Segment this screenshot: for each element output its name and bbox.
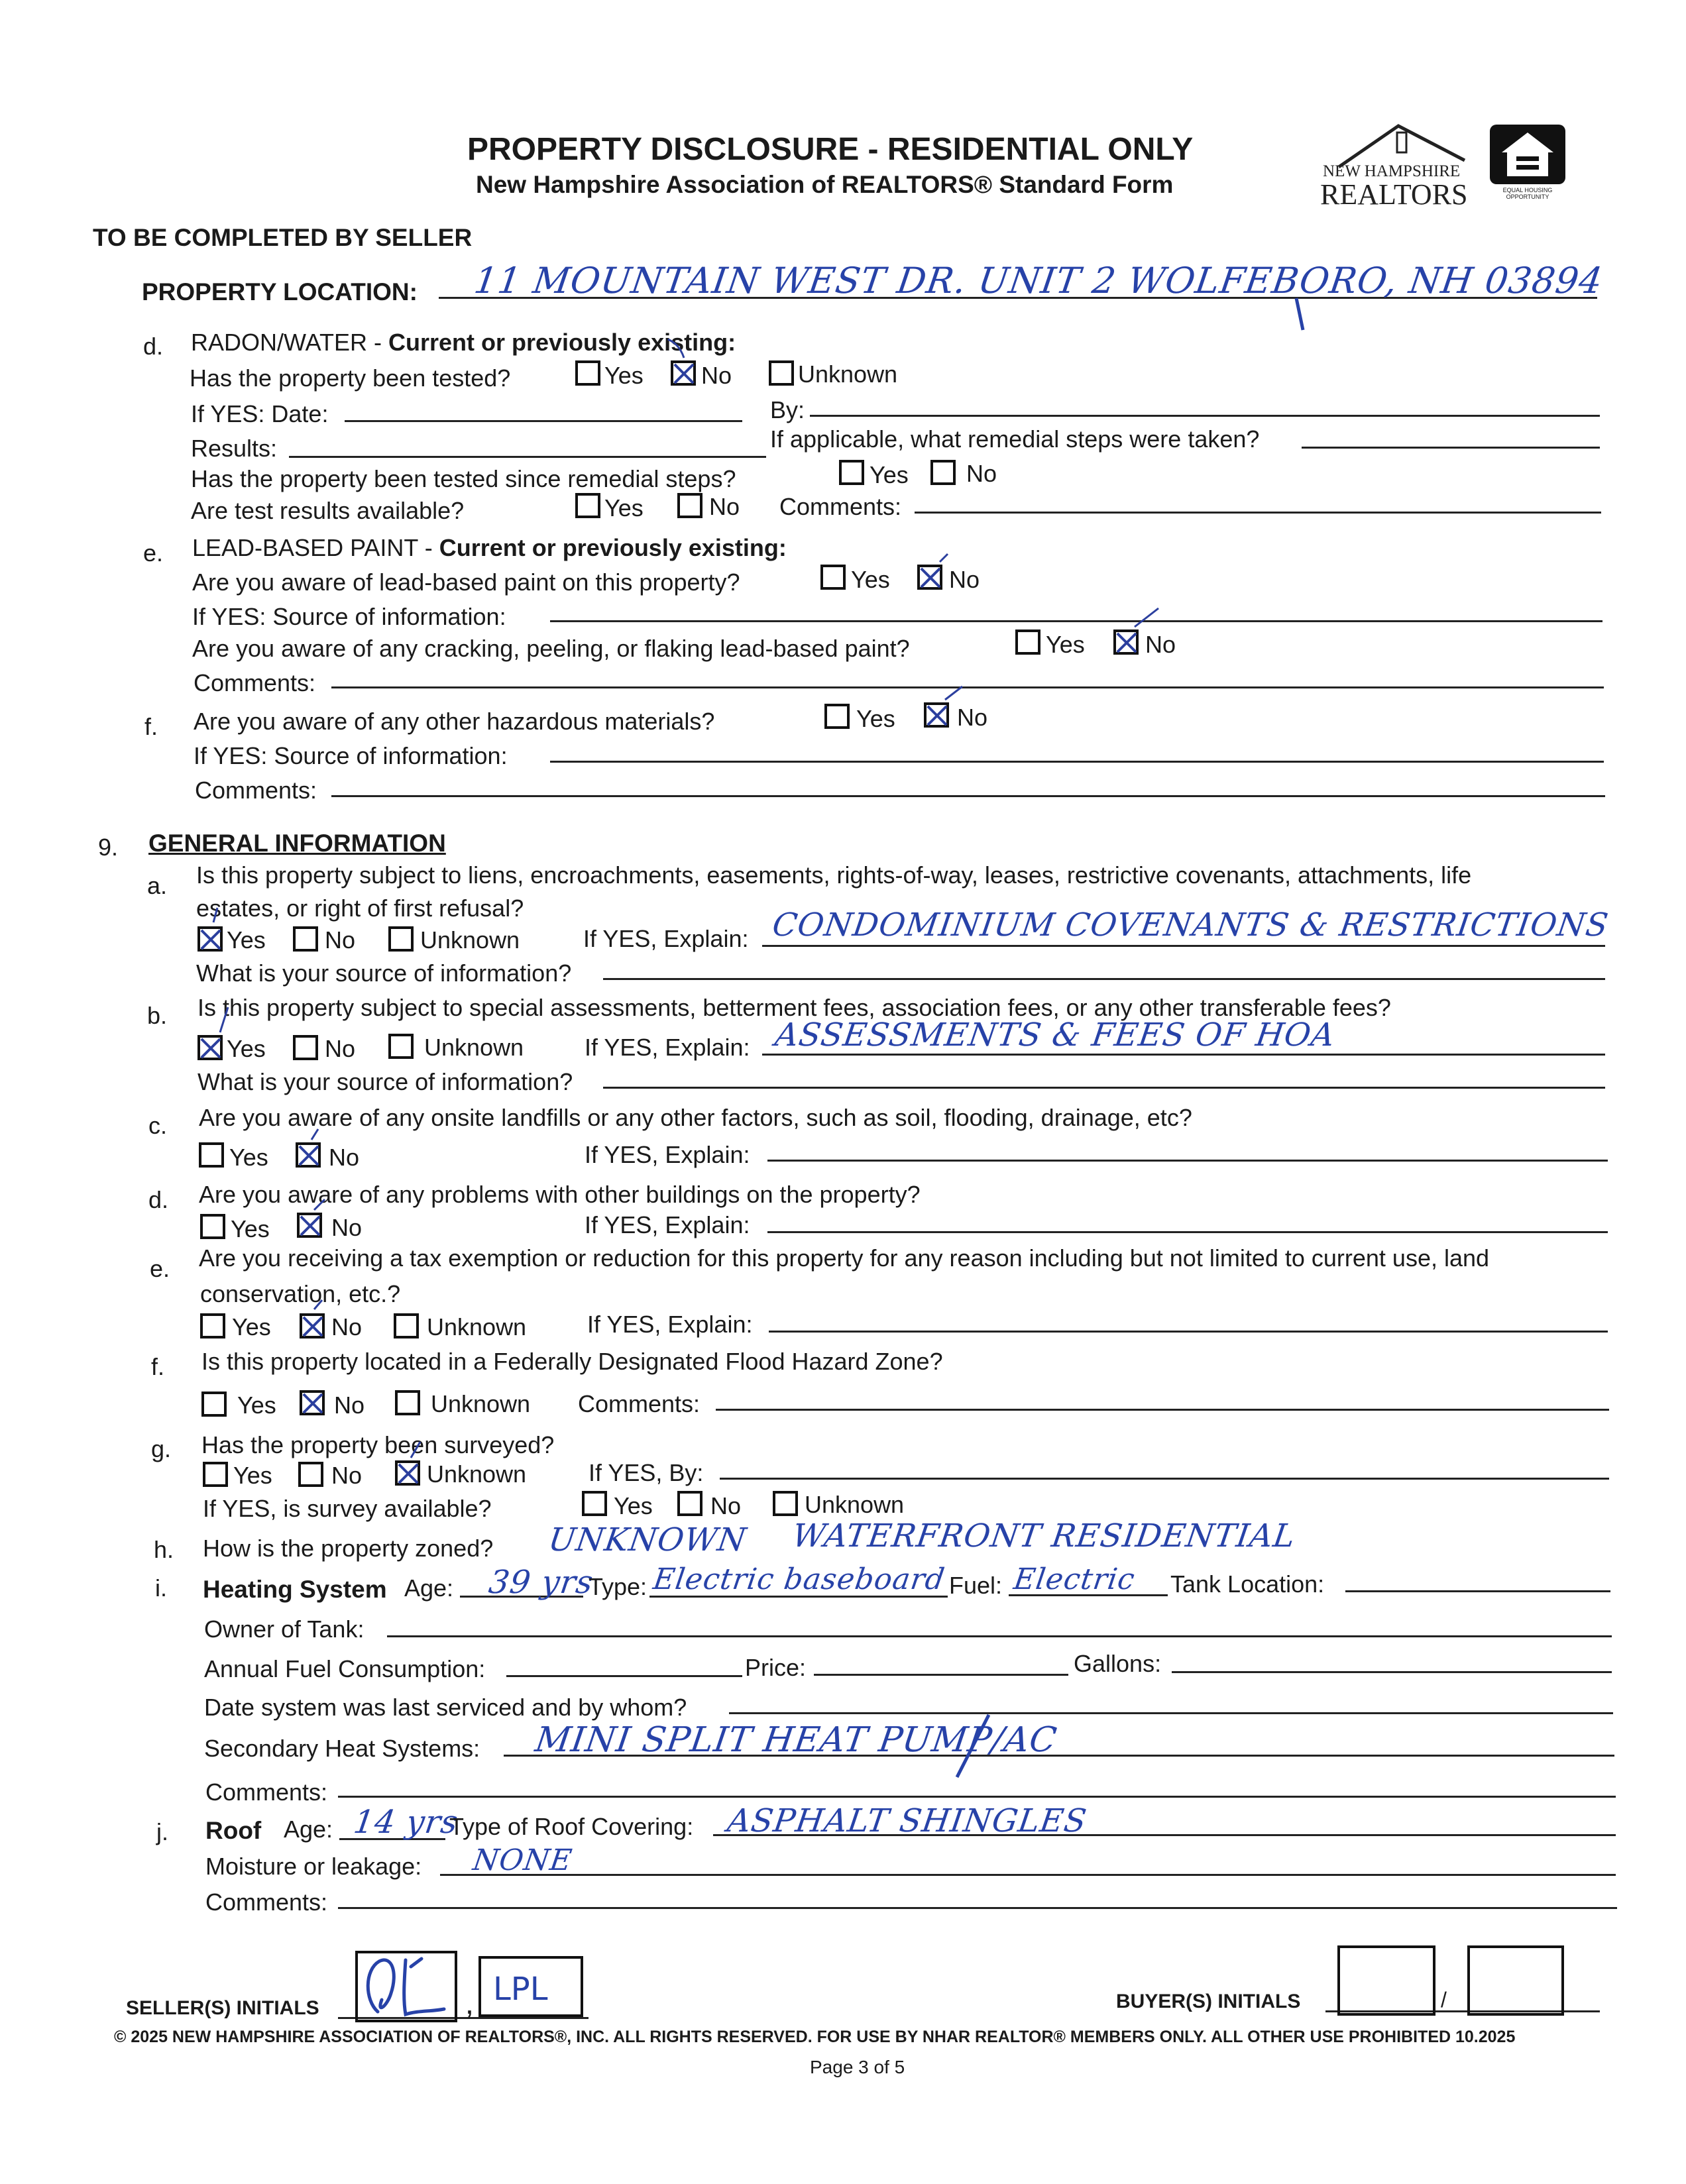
gen-f-question: Is this property located in a Federally Designated Flood Hazard Zone? [201,1348,943,1375]
gen-b-source-line[interactable] [603,1087,1605,1089]
roof-moisture-value[interactable]: NONE [471,1843,575,1877]
radon-tested-question: Has the property been tested? [190,364,511,392]
radon-available-yes-label: Yes [604,494,644,521]
buyer-initials-label: BUYER(S) INITIALS [1116,1991,1301,2012]
initials-separator: , [467,1994,473,2018]
gen-b-yes-label: Yes [227,1035,266,1062]
gen-b-unknown-checkbox[interactable] [388,1034,414,1059]
page-number: Page 3 of 5 [810,2057,905,2077]
gen-e-explain-label: If YES, Explain: [587,1311,753,1338]
heating-comments-label: Comments: [205,1778,328,1806]
heating-price-label: Price: [745,1654,807,1681]
gen-g-by-label: If YES, By: [589,1459,704,1486]
radon-by-line[interactable] [810,415,1600,417]
logo-bottom-text: REALTORS [1320,178,1468,211]
gen-c-explain-label: If YES, Explain: [585,1141,750,1168]
gen-c-yes-checkbox[interactable] [199,1142,224,1168]
form-subtitle: New Hampshire Association of REALTORS® Standard Form [476,171,1174,198]
buyer-initial-box-2[interactable] [1467,1945,1564,2016]
form-title: PROPERTY DISCLOSURE - RESIDENTIAL ONLY [467,132,1194,167]
lead-aware-yes-label: Yes [851,566,890,593]
gen-g-unknown-label: Unknown [427,1460,527,1488]
heating-type-value[interactable]: Electric baseboard [651,1562,947,1596]
radon-by-label: By: [770,396,805,423]
gen-c-no-checkbox[interactable] [296,1142,321,1168]
seller-initial-box-2[interactable] [478,1956,583,2017]
radon-heading-bold: Current or previously existing: [388,329,736,356]
gen-g-available-yes-label: Yes [614,1492,653,1519]
radon-tested-no-checkbox[interactable] [671,360,696,386]
gen-f-unknown-label: Unknown [431,1390,531,1417]
gen-f-no-checkbox[interactable] [300,1390,325,1415]
radon-date-line[interactable] [345,420,742,422]
gen-e-yes-checkbox[interactable] [200,1313,225,1338]
gen-b-no-label: No [325,1035,356,1062]
seller-initial-2-text: LPL [493,1971,548,2008]
lead-source-label: If YES: Source of information: [192,603,506,630]
hazard-no-checkbox[interactable] [924,702,949,728]
lead-aware-question: Are you aware of lead-based paint on this property? [192,569,740,596]
gen-a-explain-label: If YES, Explain: [583,925,749,952]
radon-since-yes-label: Yes [870,461,909,488]
gen-g-by-line[interactable] [720,1478,1609,1480]
gen-g-available-question: If YES, is survey available? [203,1495,492,1522]
gen-h-letter: h. [154,1536,174,1563]
hazard-yes-label: Yes [856,705,895,732]
copyright-notice: © 2025 NEW HAMPSHIRE ASSOCIATION OF REALTORS®, INC. ALL RIGHTS RESERVED. FOR USE BY NHAR REALTOR® MEMBERS ONLY. ALL OTHER USE PROHIBITED 10.2025 [114,2028,1516,2046]
radon-comments-label: Comments: [779,493,902,520]
radon-tested-since-question: Has the property been tested since remedial steps? [191,465,736,492]
ink-tick-hazard [945,686,962,700]
to-be-completed: TO BE COMPLETED BY SELLER [93,224,473,251]
gen-a-unknown-label: Unknown [420,926,520,954]
gen-b-explain-value[interactable]: ASSESSMENTS & FEES OF HOA [773,1016,1338,1054]
ink-tick-lead [940,554,948,562]
gen-f-comments-label: Comments: [578,1390,701,1417]
roof-moisture-line[interactable] [440,1874,1616,1876]
gen-g-available-unknown-label: Unknown [805,1491,905,1518]
gen-g-yes-checkbox[interactable] [203,1462,228,1487]
logo-top-text: NEW HAMPSHIRE [1323,162,1461,180]
gen-c-explain-line[interactable] [767,1160,1608,1162]
lead-comments-label: Comments: [194,669,316,696]
gen-e-unknown-checkbox[interactable] [394,1313,419,1338]
radon-remedial-line[interactable] [1302,447,1600,449]
gen-c-letter: c. [148,1112,168,1139]
heating-annual-fuel-line[interactable] [506,1675,742,1677]
radon-since-no-checkbox[interactable] [930,460,956,485]
hazard-source-label: If YES: Source of information: [194,742,508,769]
roof-age-value[interactable]: 14 yrs [351,1804,461,1841]
gen-d-explain-line[interactable] [767,1231,1608,1233]
roof-age-label: Age: [284,1816,333,1843]
property-location-value[interactable]: 11 MOUNTAIN WEST DR. UNIT 2 WOLFEBORO, NH 03894 [471,260,1606,301]
buyer-initials-separator: / [1441,1988,1447,2012]
gen-d-no-checkbox[interactable] [297,1213,322,1238]
gen-a-question-1: Is this property subject to liens, encroachments, easements, rights-of-way, leases, restrictive covenants, attachments, life [196,861,1472,889]
gen-c-no-label: No [329,1144,360,1171]
gen-g-question: Has the property been surveyed? [201,1431,555,1458]
radon-comments-line[interactable] [915,512,1601,514]
heating-type-label: Type: [589,1573,647,1600]
hazard-question: Are you aware of any other hazardous materials? [194,708,715,735]
gen-d-yes-label: Yes [231,1215,270,1242]
gen-i-letter: i. [155,1574,167,1602]
gen-a-unknown-checkbox[interactable] [388,926,414,952]
gen-f-letter: f. [151,1353,165,1380]
gen-d-letter: d. [148,1186,169,1213]
heating-tank-location-line[interactable] [1345,1590,1610,1592]
hazard-comments-label: Comments: [195,777,317,804]
lead-cracking-yes-label: Yes [1046,631,1085,658]
gen-a-yes-label: Yes [227,926,266,954]
gen-f-comments-line[interactable] [716,1409,1609,1411]
lead-cracking-yes-checkbox[interactable] [1015,629,1040,655]
gen-g-available-no-label: No [710,1492,742,1519]
heating-secondary-value[interactable]: MINI SPLIT HEAT PUMP/AC [532,1720,1060,1760]
lead-cracking-question: Are you aware of any cracking, peeling, or flaking lead-based paint? [192,635,910,662]
roof-comments-line[interactable] [338,1907,1617,1909]
heating-age-label: Age: [404,1574,454,1602]
heating-owner-tank-line[interactable] [387,1635,1612,1637]
hazard-source-line[interactable] [550,761,1604,763]
radon-tested-yes-checkbox[interactable] [575,360,600,386]
general-heading: GENERAL INFORMATION [148,830,446,857]
gen-a-letter: a. [147,872,168,899]
gen-b-no-checkbox[interactable] [293,1035,318,1060]
gen-b-yes-checkbox[interactable] [197,1035,223,1060]
roof-covering-value[interactable]: ASPHALT SHINGLES [725,1802,1090,1839]
hazard-comments-line[interactable] [331,795,1605,797]
gen-d-question: Are you aware of any problems with other buildings on the property? [199,1181,921,1208]
gen-e-yes-label: Yes [232,1313,271,1340]
heating-price-line[interactable] [814,1674,1068,1676]
gen-a-question-2: estates, or right of first refusal? [196,895,524,922]
lead-comments-line[interactable] [331,686,1604,688]
gen-f-no-label: No [334,1392,365,1419]
heating-serviced-label: Date system was last serviced and by whom? [204,1694,687,1721]
gen-d-no-label: No [331,1214,363,1241]
gen-b-letter: b. [147,1002,168,1029]
buyer-initial-box-1[interactable] [1337,1945,1435,2016]
lead-cracking-no-label: No [1145,631,1176,658]
lead-heading-bold: Current or previously existing: [439,534,787,561]
radon-tested-yes-label: Yes [604,362,644,389]
gen-f-yes-label: Yes [237,1392,276,1419]
heating-owner-tank-label: Owner of Tank: [204,1615,365,1643]
radon-remedial-label: If applicable, what remedial steps were taken? [770,425,1260,453]
heating-comments-line[interactable] [338,1796,1616,1798]
gen-d-yes-checkbox[interactable] [200,1214,225,1239]
heating-gallons-label: Gallons: [1074,1650,1162,1677]
hazard-yes-checkbox[interactable] [824,704,850,729]
lead-aware-no-label: No [949,566,980,593]
gen-g-no-label: No [331,1462,363,1489]
radon-tested-unknown-label: Unknown [798,360,898,388]
radon-letter: d. [143,333,164,360]
radon-results-label: Results: [191,435,278,462]
gen-a-source-label: What is your source of information? [196,959,572,987]
gen-f-yes-checkbox[interactable] [201,1392,227,1417]
radon-available-yes-checkbox[interactable] [575,493,600,518]
lead-heading-plain: LEAD-BASED PAINT - [192,534,439,561]
radon-available-question: Are test results available? [191,497,465,524]
gen-e-unknown-label: Unknown [427,1313,527,1340]
roof-heading: Roof [205,1817,262,1844]
lead-aware-no-checkbox[interactable] [917,565,942,590]
gen-j-letter: j. [156,1818,168,1845]
gen-g-yes-label: Yes [233,1462,272,1489]
gen-g-available-yes-checkbox[interactable] [582,1491,607,1516]
gen-e-question-2: conservation, etc.? [200,1280,401,1307]
gen-e-no-checkbox[interactable] [300,1313,325,1338]
heating-fuel-value[interactable]: Electric [1011,1562,1137,1596]
lead-aware-yes-checkbox[interactable] [820,565,846,590]
gen-b-explain-label: If YES, Explain: [585,1034,750,1061]
gen-d-explain-label: If YES, Explain: [585,1211,750,1238]
gen-g-available-unknown-checkbox[interactable] [773,1491,798,1516]
heating-heading: Heating System [203,1576,387,1603]
gen-b-unknown-label: Unknown [424,1034,524,1061]
radon-available-no-label: No [709,493,740,520]
heating-annual-fuel-label: Annual Fuel Consumption: [204,1655,486,1682]
gen-g-no-checkbox[interactable] [298,1462,323,1487]
gen-b-explain-line[interactable] [762,1054,1605,1056]
roof-comments-label: Comments: [205,1888,328,1916]
gen-g-available-no-checkbox[interactable] [677,1491,702,1516]
gen-e-question-1: Are you receiving a tax exemption or reduction for this property for any reason including but not limited to current use, land [199,1244,1490,1272]
gen-b-question: Is this property subject to special assessments, betterment fees, association fees, or any other transferable fees? [197,994,1391,1021]
radon-since-no-label: No [966,460,997,487]
seller-initials-label: SELLER(S) INITIALS [126,1997,319,2019]
gen-f-unknown-checkbox[interactable] [395,1390,420,1415]
hazard-letter: f. [144,713,158,740]
heating-gallons-line[interactable] [1172,1671,1612,1673]
lead-letter: e. [143,539,164,567]
radon-results-line[interactable] [289,456,766,458]
gen-a-no-checkbox[interactable] [293,926,318,952]
roof-covering-label: Type of Roof Covering: [449,1813,694,1840]
nh-realtors-logo [1319,119,1478,212]
radon-tested-no-label: No [701,362,732,389]
radon-heading [191,329,736,356]
gen-c-yes-label: Yes [229,1144,268,1171]
gen-g-letter: g. [151,1435,172,1462]
heating-tank-location-label: Tank Location: [1170,1570,1325,1598]
radon-heading-plain: RADON/WATER - [191,329,388,356]
lead-heading [192,534,787,562]
gen-h-value-2[interactable]: WATERFRONT RESIDENTIAL [790,1517,1298,1555]
radon-since-yes-checkbox[interactable] [839,460,864,485]
gen-a-no-label: No [325,926,356,954]
gen-h-question: How is the property zoned? [203,1535,494,1562]
equal-housing-icon [1489,123,1567,201]
radon-date-label: If YES: Date: [191,400,329,427]
seller-initial-box-1[interactable] [355,1951,457,2022]
seller-initial-1-signature [358,1953,455,2020]
lead-source-line[interactable] [550,620,1602,622]
roof-moisture-label: Moisture or leakage: [205,1853,422,1880]
gen-a-yes-checkbox[interactable] [197,926,223,952]
ink-stroke-location [1296,298,1303,330]
gen-e-explain-line[interactable] [769,1331,1608,1333]
gen-a-explain-line[interactable] [762,945,1605,947]
gen-g-unknown-checkbox[interactable] [395,1460,420,1486]
hazard-no-label: No [957,704,988,731]
general-number: 9. [98,834,119,861]
gen-e-no-label: No [331,1313,363,1340]
ink-tick-cracking [1135,608,1158,627]
radon-available-no-checkbox[interactable] [677,493,702,518]
gen-c-question: Are you aware of any onsite landfills or any other factors, such as soil, flooding, drainage, etc? [199,1104,1192,1131]
heating-serviced-line[interactable] [729,1712,1613,1714]
gen-b-source-label: What is your source of information? [197,1068,573,1095]
gen-a-source-line[interactable] [603,978,1605,980]
lead-cracking-no-checkbox[interactable] [1113,629,1139,655]
heating-fuel-label: Fuel: [949,1572,1003,1599]
heating-age-value[interactable]: 39 yrs [486,1564,596,1601]
gen-a-explain-value[interactable]: CONDOMINIUM COVENANTS & RESTRICTIONS [770,906,1611,944]
gen-e-letter: e. [150,1255,170,1282]
radon-tested-unknown-checkbox[interactable] [769,360,794,386]
heating-secondary-label: Secondary Heat Systems: [204,1735,480,1762]
gen-h-value-1[interactable]: UNKNOWN [546,1521,749,1558]
eho-text: EQUAL HOUSING OPPORTUNITY [1502,187,1553,200]
property-location-label: PROPERTY LOCATION: [142,278,418,305]
